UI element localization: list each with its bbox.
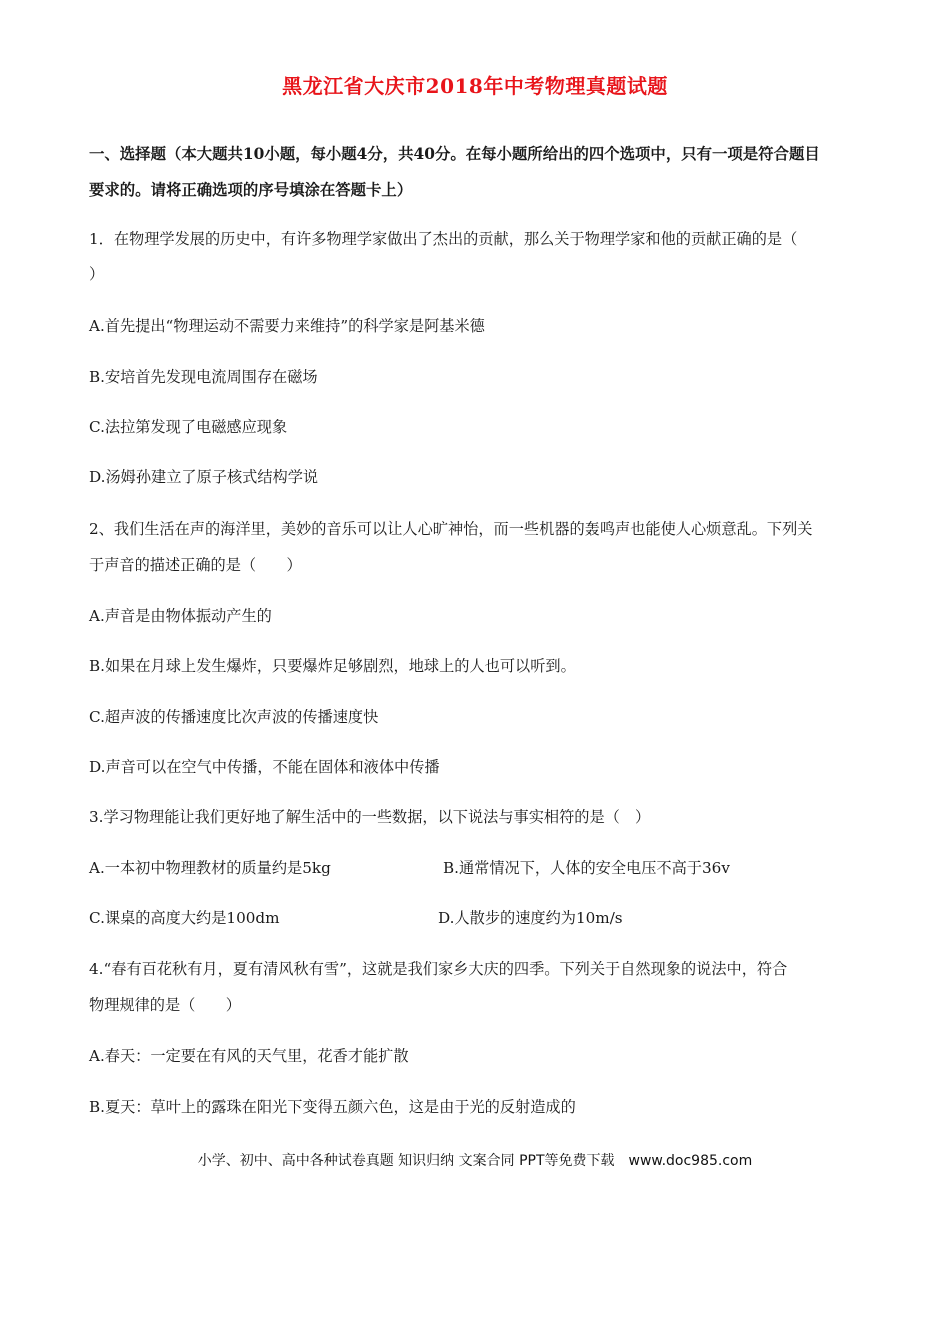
question-2-option-b: B.如果在月球上发生爆炸，只要爆炸足够剧烈，地球上的人也可以听到。 xyxy=(89,657,576,675)
question-1-option-d: D.汤姆孙建立了原子核式结构学说 xyxy=(89,468,319,486)
question-3-option-a: A.一本初中物理教材的质量约是5kg xyxy=(89,859,331,877)
section-heading-line-1: 一、选择题（本大题共10小题，每小题4分，共40分。在每小题所给出的四个选项中，只有一项是符合题目 xyxy=(89,145,820,163)
question-1-stem-line-1: 1．在物理学发展的历史中，有许多物理学家做出了杰出的贡献，那么关于物理学家和他的贡献正确的是（ xyxy=(89,230,798,248)
question-1-option-c: C.法拉第发现了电磁感应现象 xyxy=(89,418,288,436)
page-footer: 小学、初中、高中各种试卷真题 知识归纳 文案合同 PPT等免费下载 www.doc985.com xyxy=(197,1153,753,1169)
question-2-option-c: C.超声波的传播速度比次声波的传播速度快 xyxy=(89,708,379,726)
question-2-stem-line-1: 2、我们生活在声的海洋里，美妙的音乐可以让人心旷神怡，而一些机器的轰鸣声也能使人心烦意乱。下列关 xyxy=(89,520,813,538)
question-3-option-b: B.通常情况下，人体的安全电压不高于36v xyxy=(443,859,730,877)
question-1-option-b: B.安培首先发现电流周围存在磁场 xyxy=(89,368,318,386)
section-heading-line-2: 要求的。请将正确选项的序号填涂在答题卡上） xyxy=(89,181,413,199)
question-4-stem-line-2: 物理规律的是（ ） xyxy=(89,996,241,1014)
question-1-stem-line-2: ） xyxy=(89,265,105,283)
question-4-option-b: B.夏天：草叶上的露珠在阳光下变得五颜六色，这是由于光的反射造成的 xyxy=(89,1098,576,1116)
question-2-option-a: A.声音是由物体振动产生的 xyxy=(89,607,272,625)
question-4-option-a: A.春天：一定要在有风的天气里，花香才能扩散 xyxy=(89,1047,409,1065)
question-3-stem: 3.学习物理能让我们更好地了解生活中的一些数据，以下说法与事实相符的是（ ） xyxy=(89,808,651,826)
question-1-option-a: A.首先提出“物理运动不需要力来维持”的科学家是阿基米德 xyxy=(89,317,485,335)
question-2-option-d: D.声音可以在空气中传播，不能在固体和液体中传播 xyxy=(89,758,440,776)
question-4-stem-line-1: 4.“春有百花秋有月，夏有清风秋有雪”，这就是我们家乡大庆的四季。下列关于自然现象的说法中，符合 xyxy=(89,960,788,978)
question-3-option-c: C.课桌的高度大约是100dm xyxy=(89,909,280,927)
document-title: 黑龙江省大庆市2018年中考物理真题试题 xyxy=(282,74,668,98)
question-3-option-d: D.人散步的速度约为10m/s xyxy=(438,909,623,927)
question-2-stem-line-2: 于声音的描述正确的是（ ） xyxy=(89,556,302,574)
